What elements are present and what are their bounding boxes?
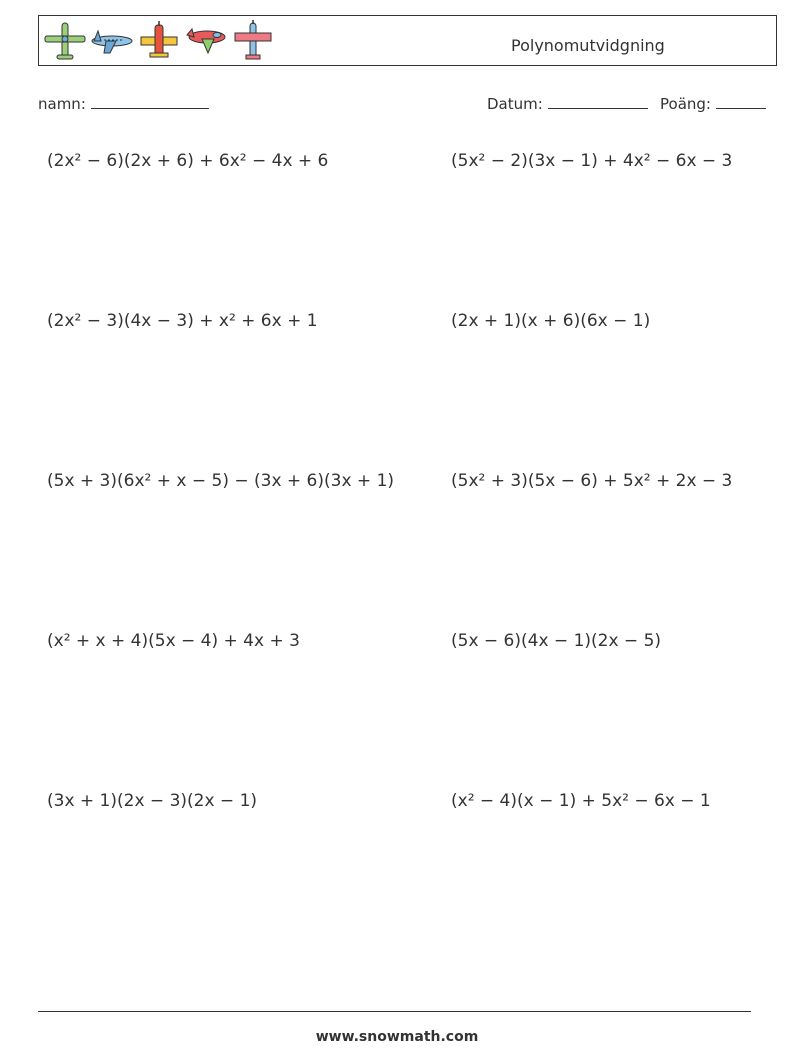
score-label: Poäng: [660, 95, 711, 113]
airplane-green-icon [43, 19, 87, 63]
date-line[interactable] [548, 94, 648, 109]
airplane-pink-icon [231, 19, 275, 63]
problem-10: (x² − 4)(x − 1) + 5x² − 6x − 1 [451, 791, 711, 811]
problem-4: (2x + 1)(x + 6)(6x − 1) [451, 311, 651, 331]
airplane-icons [43, 19, 275, 63]
problem-5: (5x + 3)(6x² + x − 5) − (3x + 6)(3x + 1) [47, 471, 395, 491]
problem-6: (5x² + 3)(5x − 6) + 5x² + 2x − 3 [451, 471, 733, 491]
date-label: Datum: [487, 95, 543, 113]
score-field[interactable] [660, 94, 766, 113]
name-line[interactable] [91, 94, 209, 109]
date-field[interactable] [487, 94, 648, 113]
problem-8: (5x − 6)(4x − 1)(2x − 5) [451, 631, 662, 651]
airplane-red-icon [184, 19, 228, 63]
problem-1: (2x² − 6)(2x + 6) + 6x² − 4x + 6 [47, 151, 329, 171]
score-line[interactable] [716, 94, 766, 109]
problem-9: (3x + 1)(2x − 3)(2x − 1) [47, 791, 258, 811]
worksheet-header [38, 15, 777, 66]
footer-divider [38, 1011, 751, 1012]
footer-site[interactable]: www.snowmath.com [315, 1029, 479, 1045]
worksheet-title: Polynomutvidgning [511, 36, 665, 55]
problem-2: (5x² − 2)(3x − 1) + 4x² − 6x − 3 [451, 151, 733, 171]
airplane-yellow-icon [137, 19, 181, 63]
name-label: namn: [38, 95, 86, 113]
problem-7: (x² + x + 4)(5x − 4) + 4x + 3 [47, 631, 300, 651]
problem-3: (2x² − 3)(4x − 3) + x² + 6x + 1 [47, 311, 318, 331]
airplane-blue-icon [90, 19, 134, 63]
name-field[interactable] [38, 94, 209, 113]
